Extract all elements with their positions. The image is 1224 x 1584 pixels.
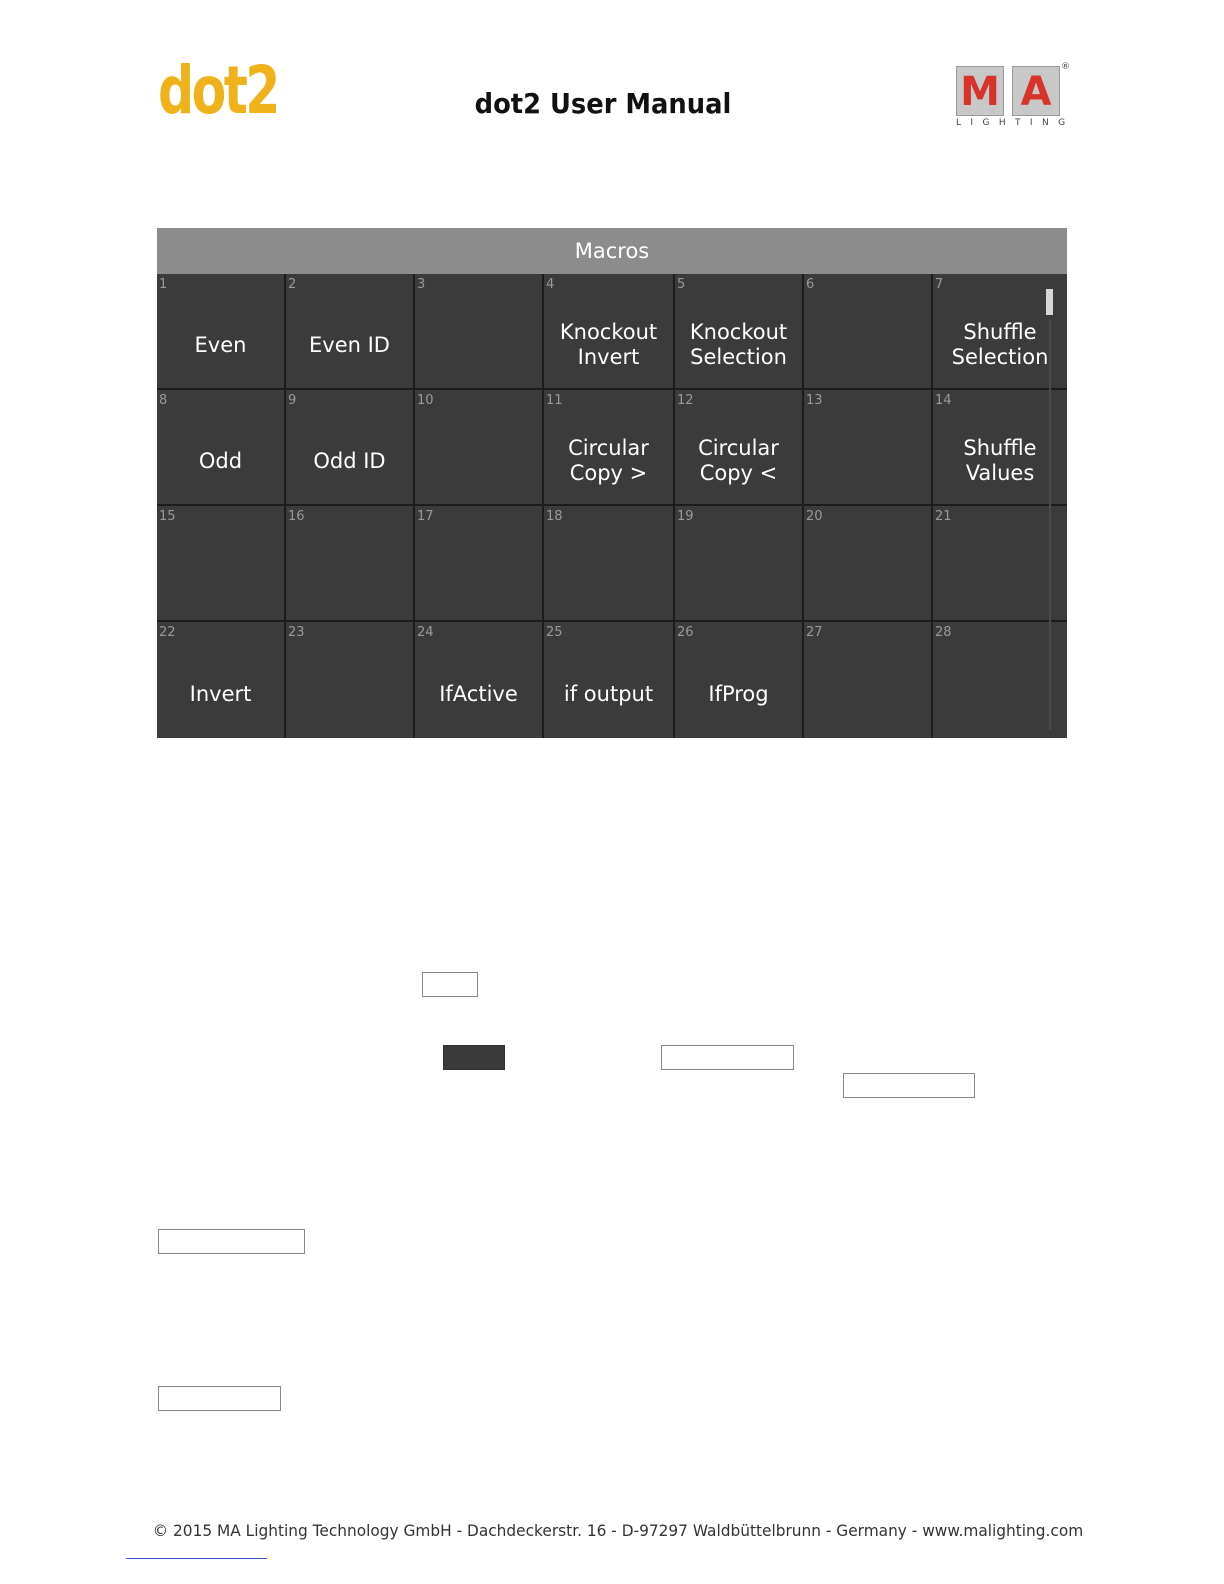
macro-cell-label: Knockout Selection bbox=[689, 320, 788, 369]
macro-cell-5[interactable] bbox=[675, 274, 804, 390]
macro-cell-label bbox=[804, 534, 931, 620]
macro-cell-number: 13 bbox=[806, 393, 823, 408]
macro-cell-13[interactable] bbox=[804, 390, 933, 506]
macro-cell-label bbox=[286, 650, 413, 738]
macro-cell-label bbox=[804, 650, 931, 738]
dot2-logo: dot2 bbox=[158, 52, 278, 129]
macro-cell-10[interactable] bbox=[415, 390, 544, 506]
macro-cell-label: if output bbox=[563, 681, 654, 706]
macro-cell-number: 19 bbox=[677, 509, 694, 524]
macro-cell-number: 1 bbox=[159, 277, 168, 292]
macro-cell-4[interactable] bbox=[544, 274, 675, 390]
macro-cell-number: 14 bbox=[935, 393, 952, 408]
scrollbar-thumb[interactable] bbox=[1046, 289, 1053, 315]
macro-cell-number: 20 bbox=[806, 509, 823, 524]
macro-cell-6[interactable] bbox=[804, 274, 933, 390]
macro-cell-label bbox=[415, 302, 542, 388]
page-title: dot2 User Manual bbox=[474, 87, 732, 120]
ma-logo-a: A bbox=[1012, 66, 1060, 116]
footer-copyright: © 2015 MA Lighting Technology GmbH - Dachdeckerstr. 16 - D-97297 Waldbüttelbrunn - Germany - www.malighting.com bbox=[152, 1521, 1084, 1540]
macro-cell-11[interactable] bbox=[544, 390, 675, 506]
macro-cell-label: Even bbox=[194, 332, 247, 357]
macro-cell-28[interactable] bbox=[933, 622, 1067, 738]
macro-cell-number: 17 bbox=[417, 509, 434, 524]
macro-cell-number: 9 bbox=[288, 393, 297, 408]
macro-cell-label: Odd ID bbox=[313, 448, 386, 473]
macro-cell-12[interactable] bbox=[675, 390, 804, 506]
macro-cell-label bbox=[544, 534, 673, 620]
macro-cell-16[interactable] bbox=[286, 506, 415, 622]
macro-cell-1[interactable] bbox=[157, 274, 286, 390]
macro-cell-number: 25 bbox=[546, 625, 563, 640]
macro-cell-label bbox=[157, 534, 284, 620]
key-graphic-4 bbox=[843, 1073, 975, 1098]
macro-cell-19[interactable] bbox=[675, 506, 804, 622]
registered-mark: ® bbox=[1061, 62, 1070, 72]
macro-cell-number: 6 bbox=[806, 277, 815, 292]
macro-cell-number: 12 bbox=[677, 393, 694, 408]
macro-cell-20[interactable] bbox=[804, 506, 933, 622]
macro-cell-21[interactable] bbox=[933, 506, 1067, 622]
macro-cell-number: 15 bbox=[159, 509, 176, 524]
macro-cell-9[interactable] bbox=[286, 390, 415, 506]
macro-cell-18[interactable] bbox=[544, 506, 675, 622]
macro-cell-number: 28 bbox=[935, 625, 952, 640]
macro-cell-number: 4 bbox=[546, 277, 555, 292]
macro-cell-number: 10 bbox=[417, 393, 434, 408]
macro-cell-label: Shuffle Values bbox=[963, 436, 1037, 485]
macro-cell-label bbox=[804, 418, 931, 504]
macro-cell-label bbox=[933, 534, 1067, 620]
key-graphic-1 bbox=[422, 972, 478, 997]
macro-cell-label: Invert bbox=[189, 681, 252, 706]
macros-window bbox=[157, 228, 1067, 738]
macro-cell-label bbox=[415, 534, 542, 620]
macro-cell-number: 27 bbox=[806, 625, 823, 640]
macro-cell-26[interactable] bbox=[675, 622, 804, 738]
macro-cell-number: 8 bbox=[159, 393, 168, 408]
macro-cell-8[interactable] bbox=[157, 390, 286, 506]
footer-link-underline bbox=[126, 1558, 267, 1559]
macro-cell-3[interactable] bbox=[415, 274, 544, 390]
macro-cell-label: Even ID bbox=[309, 332, 390, 357]
macro-cell-number: 3 bbox=[417, 277, 426, 292]
macro-cell-label bbox=[286, 534, 413, 620]
macro-cell-label: Circular Copy > bbox=[568, 436, 649, 485]
macro-cell-27[interactable] bbox=[804, 622, 933, 738]
macro-cell-label: Circular Copy < bbox=[698, 436, 779, 485]
macros-window-title: Macros bbox=[157, 228, 1067, 275]
macro-cell-number: 2 bbox=[288, 277, 297, 292]
macro-cell-label: Odd bbox=[198, 448, 243, 473]
macro-cell-number: 24 bbox=[417, 625, 434, 640]
macro-cell-label: Knockout Invert bbox=[559, 320, 658, 369]
macro-cell-number: 22 bbox=[159, 625, 176, 640]
macro-cell-number: 23 bbox=[288, 625, 305, 640]
macro-cell-number: 26 bbox=[677, 625, 694, 640]
macro-cell-label bbox=[675, 534, 802, 620]
macro-cell-number: 5 bbox=[677, 277, 686, 292]
macro-cell-label: IfActive bbox=[439, 681, 518, 706]
macro-cell-number: 16 bbox=[288, 509, 305, 524]
key-graphic-3 bbox=[661, 1045, 794, 1070]
macro-cell-15[interactable] bbox=[157, 506, 286, 622]
ma-logo-lighting-text: LIGHTING bbox=[956, 118, 1075, 128]
macro-cell-23[interactable] bbox=[286, 622, 415, 738]
ma-logo-m: M bbox=[956, 66, 1004, 116]
macro-cell-14[interactable] bbox=[933, 390, 1067, 506]
macro-cell-number: 7 bbox=[935, 277, 944, 292]
key-graphic-5 bbox=[158, 1229, 305, 1254]
macro-cell-label: Shuffle Selection bbox=[951, 320, 1049, 369]
macro-cell-17[interactable] bbox=[415, 506, 544, 622]
macro-cell-number: 21 bbox=[935, 509, 952, 524]
macro-cell-label: IfProg bbox=[708, 681, 769, 706]
macro-cell-label bbox=[933, 650, 1067, 738]
macro-cell-number: 11 bbox=[546, 393, 563, 408]
macro-cell-label bbox=[804, 302, 931, 388]
macro-cell-25[interactable] bbox=[544, 622, 675, 738]
key-graphic-6 bbox=[158, 1386, 281, 1411]
macro-cell-label bbox=[415, 418, 542, 504]
macro-cell-24[interactable] bbox=[415, 622, 544, 738]
macro-pool-grid bbox=[157, 274, 1067, 738]
macro-cell-number: 18 bbox=[546, 509, 563, 524]
macro-cell-22[interactable] bbox=[157, 622, 286, 738]
macro-cell-2[interactable] bbox=[286, 274, 415, 390]
ma-lighting-logo bbox=[956, 62, 1075, 132]
key-graphic-2 bbox=[443, 1045, 505, 1070]
scrollbar-track[interactable] bbox=[1049, 320, 1051, 730]
